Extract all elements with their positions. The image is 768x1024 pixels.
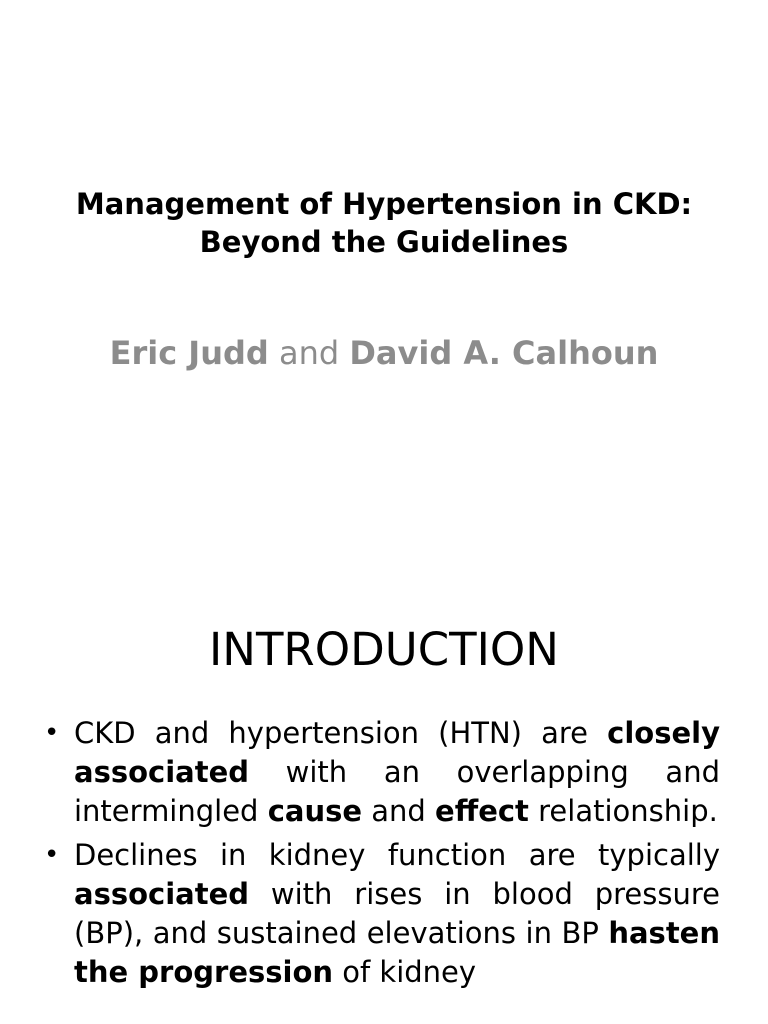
bullet-segment: with an overlapping and intermingled [74, 755, 720, 828]
bullet-segment: Declines in kidney function are typically [74, 838, 720, 872]
author-joiner: and [278, 334, 340, 372]
bullet-segment: CKD and hypertension (HTN) are [74, 716, 608, 750]
bullet-segment-bold: associated [74, 877, 250, 911]
authors-line [100, 333, 668, 373]
author-1: Eric Judd [109, 334, 269, 372]
author-2: David A. Calhoun [349, 334, 659, 372]
slide-heading: INTRODUCTION [209, 623, 559, 676]
bullet-icon: • [44, 718, 60, 748]
presentation-title: Management of Hypertension in CKD: Beyond the Guidelines [75, 187, 693, 259]
bullet-list [40, 714, 720, 997]
bullet-segment-bold: effect [435, 794, 529, 828]
bullet-segment-bold: cause [267, 794, 363, 828]
bullet-segment: with rises in blood pressure (BP), and sustained elevations in BP [74, 877, 720, 950]
bullet-segment: relationship. [528, 794, 718, 828]
introduction-slide [0, 590, 768, 1024]
bullet-segment-bold: closely associated [74, 716, 720, 789]
bullet-segment-bold: hasten the progression [74, 916, 720, 989]
bullet-item [40, 836, 720, 992]
bullet-item [40, 714, 720, 831]
bullet-segment: and [362, 794, 436, 828]
bullet-icon: • [44, 840, 60, 870]
bullet-segment: of kidney [333, 955, 477, 989]
